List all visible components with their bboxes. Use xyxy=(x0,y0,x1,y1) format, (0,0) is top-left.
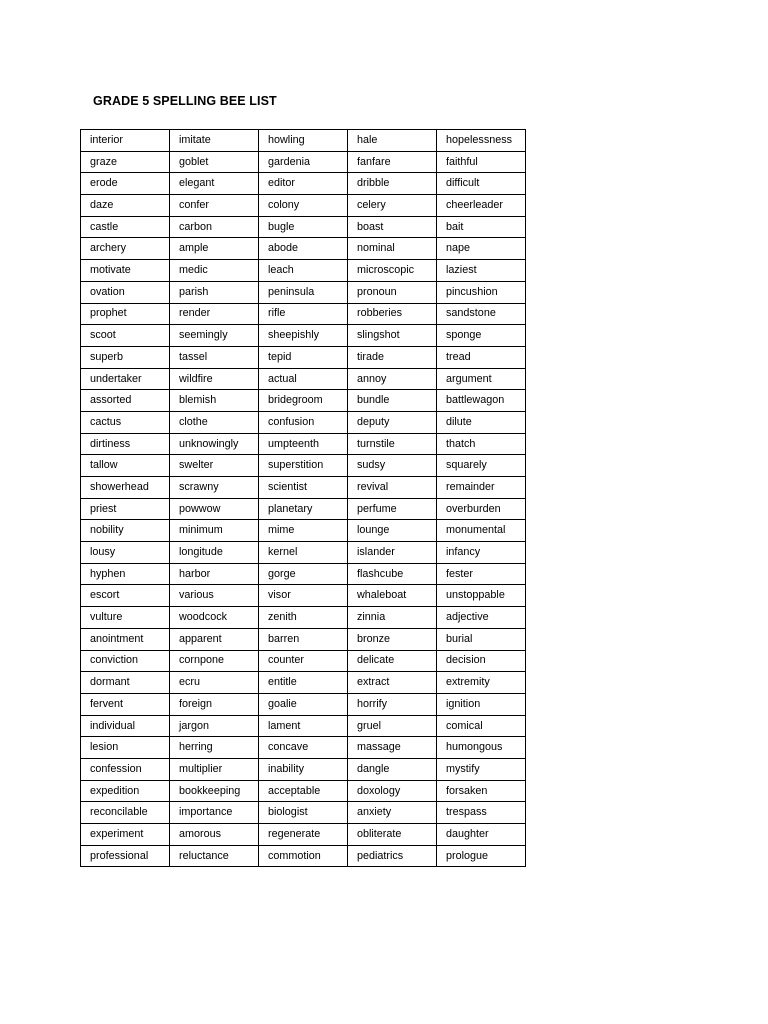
spelling-word-cell: hyphen xyxy=(81,563,170,585)
spelling-word-cell: bookkeeping xyxy=(170,780,259,802)
spelling-word-cell: vulture xyxy=(81,607,170,629)
spelling-word-cell: ignition xyxy=(437,693,526,715)
table-row xyxy=(81,173,526,195)
spelling-word-cell: gruel xyxy=(348,715,437,737)
spelling-word-cell: tassel xyxy=(170,346,259,368)
spelling-word-cell: editor xyxy=(259,173,348,195)
table-row xyxy=(81,411,526,433)
spelling-word-cell: thatch xyxy=(437,433,526,455)
spelling-word-cell: minimum xyxy=(170,520,259,542)
spelling-word-cell: harbor xyxy=(170,563,259,585)
spelling-word-cell: daze xyxy=(81,195,170,217)
spelling-word-cell: humongous xyxy=(437,737,526,759)
spelling-word-cell: cheerleader xyxy=(437,195,526,217)
spelling-word-cell: confer xyxy=(170,195,259,217)
spelling-word-cell: fester xyxy=(437,563,526,585)
spelling-word-cell: colony xyxy=(259,195,348,217)
table-row xyxy=(81,238,526,260)
spelling-word-cell: infancy xyxy=(437,542,526,564)
spelling-word-cell: lament xyxy=(259,715,348,737)
spelling-word-cell: reconcilable xyxy=(81,802,170,824)
spelling-word-cell: inability xyxy=(259,758,348,780)
spelling-word-cell: mystify xyxy=(437,758,526,780)
spelling-word-cell: amorous xyxy=(170,824,259,846)
spelling-word-cell: concave xyxy=(259,737,348,759)
spelling-word-cell: acceptable xyxy=(259,780,348,802)
spelling-word-cell: leach xyxy=(259,260,348,282)
spelling-word-cell: tepid xyxy=(259,346,348,368)
spelling-word-cell: nominal xyxy=(348,238,437,260)
spelling-word-cell: dribble xyxy=(348,173,437,195)
table-row xyxy=(81,802,526,824)
spelling-word-cell: celery xyxy=(348,195,437,217)
spelling-word-cell: faithful xyxy=(437,151,526,173)
table-row xyxy=(81,737,526,759)
spelling-word-cell: doxology xyxy=(348,780,437,802)
spelling-word-cell: planetary xyxy=(259,498,348,520)
spelling-word-cell: superstition xyxy=(259,455,348,477)
spelling-word-cell: ovation xyxy=(81,281,170,303)
spelling-word-cell: motivate xyxy=(81,260,170,282)
table-row xyxy=(81,390,526,412)
spelling-word-cell: scientist xyxy=(259,477,348,499)
spelling-word-cell: herring xyxy=(170,737,259,759)
spelling-word-cell: biologist xyxy=(259,802,348,824)
spelling-word-cell: turnstile xyxy=(348,433,437,455)
spelling-word-cell: multiplier xyxy=(170,758,259,780)
spelling-word-cell: mime xyxy=(259,520,348,542)
spelling-word-cell: confusion xyxy=(259,411,348,433)
spelling-word-cell: howling xyxy=(259,130,348,152)
spelling-word-cell: interior xyxy=(81,130,170,152)
spelling-word-cell: reluctance xyxy=(170,845,259,867)
spelling-word-cell: bundle xyxy=(348,390,437,412)
spelling-word-cell: rifle xyxy=(259,303,348,325)
spelling-word-cell: sandstone xyxy=(437,303,526,325)
spelling-word-cell: various xyxy=(170,585,259,607)
spelling-word-cell: confession xyxy=(81,758,170,780)
spelling-word-cell: regenerate xyxy=(259,824,348,846)
spelling-word-cell: dangle xyxy=(348,758,437,780)
spelling-word-cell: hale xyxy=(348,130,437,152)
table-row xyxy=(81,151,526,173)
spelling-word-cell: anointment xyxy=(81,628,170,650)
spelling-word-cell: escort xyxy=(81,585,170,607)
table-row xyxy=(81,542,526,564)
spelling-word-cell: whaleboat xyxy=(348,585,437,607)
spelling-word-cell: expedition xyxy=(81,780,170,802)
table-row xyxy=(81,346,526,368)
spelling-word-cell: sudsy xyxy=(348,455,437,477)
spelling-word-cell: abode xyxy=(259,238,348,260)
spelling-word-cell: hopelessness xyxy=(437,130,526,152)
spelling-word-cell: ecru xyxy=(170,672,259,694)
spelling-word-cell: medic xyxy=(170,260,259,282)
spelling-word-cell: individual xyxy=(81,715,170,737)
spelling-word-cell: counter xyxy=(259,650,348,672)
table-row xyxy=(81,780,526,802)
table-row xyxy=(81,628,526,650)
spelling-word-cell: lounge xyxy=(348,520,437,542)
spelling-word-cell: horrify xyxy=(348,693,437,715)
spelling-word-cell: umpteenth xyxy=(259,433,348,455)
spelling-word-cell: carbon xyxy=(170,216,259,238)
table-row xyxy=(81,325,526,347)
spelling-word-cell: zenith xyxy=(259,607,348,629)
spelling-word-cell: annoy xyxy=(348,368,437,390)
spelling-word-cell: dormant xyxy=(81,672,170,694)
spelling-word-cell: nobility xyxy=(81,520,170,542)
spelling-word-cell: importance xyxy=(170,802,259,824)
spelling-word-cell: unknowingly xyxy=(170,433,259,455)
spelling-word-cell: laziest xyxy=(437,260,526,282)
spelling-word-cell: ample xyxy=(170,238,259,260)
table-row xyxy=(81,216,526,238)
spelling-word-cell: clothe xyxy=(170,411,259,433)
spelling-word-cell: dilute xyxy=(437,411,526,433)
spelling-word-cell: prologue xyxy=(437,845,526,867)
table-row xyxy=(81,520,526,542)
spelling-word-cell: kernel xyxy=(259,542,348,564)
spelling-word-cell: deputy xyxy=(348,411,437,433)
spelling-word-cell: extremity xyxy=(437,672,526,694)
spelling-word-cell: longitude xyxy=(170,542,259,564)
spelling-word-cell: pincushion xyxy=(437,281,526,303)
spelling-word-cell: daughter xyxy=(437,824,526,846)
spelling-word-cell: scrawny xyxy=(170,477,259,499)
table-row xyxy=(81,195,526,217)
spelling-word-cell: extract xyxy=(348,672,437,694)
spelling-word-cell: microscopic xyxy=(348,260,437,282)
spelling-word-cell: revival xyxy=(348,477,437,499)
spelling-word-cell: bugle xyxy=(259,216,348,238)
spelling-word-cell: sponge xyxy=(437,325,526,347)
spelling-word-cell: castle xyxy=(81,216,170,238)
spelling-word-cell: goblet xyxy=(170,151,259,173)
spelling-word-cell: anxiety xyxy=(348,802,437,824)
spelling-word-cell: woodcock xyxy=(170,607,259,629)
table-row xyxy=(81,477,526,499)
table-row xyxy=(81,455,526,477)
spelling-word-cell: blemish xyxy=(170,390,259,412)
spelling-word-cell: massage xyxy=(348,737,437,759)
table-row xyxy=(81,845,526,867)
spelling-word-cell: remainder xyxy=(437,477,526,499)
spelling-word-cell: barren xyxy=(259,628,348,650)
table-row xyxy=(81,824,526,846)
spelling-word-cell: goalie xyxy=(259,693,348,715)
spelling-word-cell: actual xyxy=(259,368,348,390)
spelling-word-cell: robberies xyxy=(348,303,437,325)
spelling-word-cell: trespass xyxy=(437,802,526,824)
spelling-word-cell: commotion xyxy=(259,845,348,867)
spelling-word-cell: tread xyxy=(437,346,526,368)
spelling-word-cell: powwow xyxy=(170,498,259,520)
spelling-word-cell: bridegroom xyxy=(259,390,348,412)
table-row xyxy=(81,715,526,737)
table-row xyxy=(81,433,526,455)
spelling-word-cell: cornpone xyxy=(170,650,259,672)
spelling-word-cell: difficult xyxy=(437,173,526,195)
spelling-word-cell: cactus xyxy=(81,411,170,433)
spelling-word-cell: peninsula xyxy=(259,281,348,303)
spelling-word-cell: scoot xyxy=(81,325,170,347)
table-row xyxy=(81,303,526,325)
table-row xyxy=(81,563,526,585)
spelling-word-cell: render xyxy=(170,303,259,325)
spelling-word-cell: unstoppable xyxy=(437,585,526,607)
spelling-word-cell: lousy xyxy=(81,542,170,564)
spelling-word-cell: wildfire xyxy=(170,368,259,390)
spelling-word-table xyxy=(80,129,526,867)
spelling-word-cell: jargon xyxy=(170,715,259,737)
table-row xyxy=(81,693,526,715)
table-row xyxy=(81,672,526,694)
spelling-word-cell: battlewagon xyxy=(437,390,526,412)
spelling-word-cell: tallow xyxy=(81,455,170,477)
spelling-word-cell: apparent xyxy=(170,628,259,650)
spelling-word-cell: undertaker xyxy=(81,368,170,390)
spelling-word-cell: erode xyxy=(81,173,170,195)
spelling-word-cell: argument xyxy=(437,368,526,390)
spelling-word-cell: swelter xyxy=(170,455,259,477)
page-title: GRADE 5 SPELLING BEE LIST xyxy=(93,94,277,108)
table-row xyxy=(81,585,526,607)
spelling-word-cell: tirade xyxy=(348,346,437,368)
spelling-word-cell: superb xyxy=(81,346,170,368)
spelling-word-cell: elegant xyxy=(170,173,259,195)
spelling-word-cell: bait xyxy=(437,216,526,238)
spelling-word-table-body xyxy=(81,130,526,867)
table-row xyxy=(81,368,526,390)
spelling-word-cell: pronoun xyxy=(348,281,437,303)
spelling-word-cell: parish xyxy=(170,281,259,303)
table-row xyxy=(81,758,526,780)
spelling-word-cell: seemingly xyxy=(170,325,259,347)
spelling-word-cell: fanfare xyxy=(348,151,437,173)
spelling-word-cell: showerhead xyxy=(81,477,170,499)
table-row xyxy=(81,607,526,629)
spelling-word-cell: adjective xyxy=(437,607,526,629)
spelling-word-cell: conviction xyxy=(81,650,170,672)
spelling-word-cell: delicate xyxy=(348,650,437,672)
spelling-word-cell: sheepishly xyxy=(259,325,348,347)
spelling-word-cell: archery xyxy=(81,238,170,260)
spelling-word-cell: priest xyxy=(81,498,170,520)
spelling-word-cell: imitate xyxy=(170,130,259,152)
table-row xyxy=(81,130,526,152)
table-row xyxy=(81,498,526,520)
spelling-word-cell: burial xyxy=(437,628,526,650)
spelling-word-cell: entitle xyxy=(259,672,348,694)
spelling-word-cell: visor xyxy=(259,585,348,607)
spelling-word-cell: squarely xyxy=(437,455,526,477)
spelling-word-cell: dirtiness xyxy=(81,433,170,455)
spelling-word-cell: pediatrics xyxy=(348,845,437,867)
spelling-word-cell: islander xyxy=(348,542,437,564)
spelling-word-cell: decision xyxy=(437,650,526,672)
spelling-word-cell: comical xyxy=(437,715,526,737)
spelling-word-cell: perfume xyxy=(348,498,437,520)
spelling-word-cell: gardenia xyxy=(259,151,348,173)
spelling-word-cell: lesion xyxy=(81,737,170,759)
spelling-word-cell: slingshot xyxy=(348,325,437,347)
spelling-word-cell: flashcube xyxy=(348,563,437,585)
spelling-word-cell: graze xyxy=(81,151,170,173)
spelling-word-cell: experiment xyxy=(81,824,170,846)
spelling-word-cell: gorge xyxy=(259,563,348,585)
spelling-word-cell: assorted xyxy=(81,390,170,412)
spelling-word-cell: fervent xyxy=(81,693,170,715)
spelling-word-cell: overburden xyxy=(437,498,526,520)
spelling-word-cell: forsaken xyxy=(437,780,526,802)
spelling-word-cell: prophet xyxy=(81,303,170,325)
spelling-word-cell: bronze xyxy=(348,628,437,650)
table-row xyxy=(81,260,526,282)
spelling-word-cell: zinnia xyxy=(348,607,437,629)
spelling-word-cell: nape xyxy=(437,238,526,260)
table-row xyxy=(81,650,526,672)
spelling-word-cell: boast xyxy=(348,216,437,238)
spelling-word-cell: obliterate xyxy=(348,824,437,846)
spelling-word-cell: monumental xyxy=(437,520,526,542)
spelling-word-cell: professional xyxy=(81,845,170,867)
table-row xyxy=(81,281,526,303)
spelling-word-cell: foreign xyxy=(170,693,259,715)
